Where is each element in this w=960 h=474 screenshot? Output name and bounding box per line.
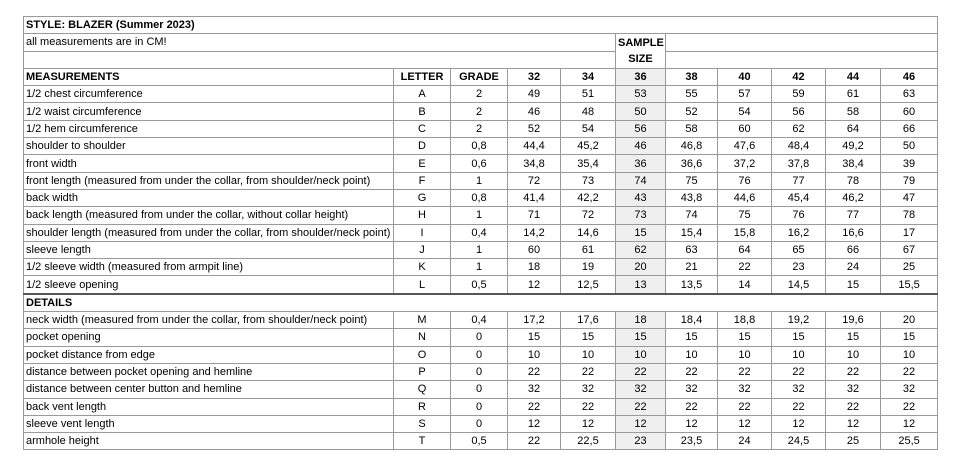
measurement-value: 78 — [881, 207, 938, 224]
measurement-value: 14 — [718, 276, 772, 294]
measurement-value: 24 — [718, 433, 772, 450]
measurement-value: 10 — [881, 346, 938, 363]
units-note: all measurements are in CM! — [24, 34, 616, 51]
table-row — [24, 276, 938, 294]
measurement-value: 22 — [666, 363, 718, 380]
measurement-value: 25 — [826, 433, 881, 450]
measurement-letter: I — [394, 224, 451, 241]
measurement-value: 36 — [616, 155, 666, 172]
measurement-value: 22 — [616, 363, 666, 380]
measurement-letter: M — [394, 312, 451, 329]
measurement-value: 12 — [508, 415, 561, 432]
measurement-value: 21 — [666, 259, 718, 276]
measurement-value: 77 — [826, 207, 881, 224]
table-row — [24, 103, 938, 120]
measurement-value: 22 — [718, 363, 772, 380]
measurement-value: 66 — [826, 241, 881, 258]
table-row — [24, 381, 938, 398]
measurement-name: distance between center button and hemline — [24, 381, 394, 398]
measurement-value: 63 — [666, 241, 718, 258]
measurement-value: 10 — [718, 346, 772, 363]
measurement-value: 37,2 — [718, 155, 772, 172]
measurement-name: neck width (measured from under the collar, from shoulder/neck point) — [24, 312, 394, 329]
measurement-value: 67 — [881, 241, 938, 258]
measurement-grade: 1 — [451, 207, 508, 224]
measurement-value: 56 — [772, 103, 826, 120]
measurement-value: 53 — [616, 86, 666, 103]
measurement-value: 22 — [508, 398, 561, 415]
measurement-letter: F — [394, 172, 451, 189]
details-section-header: DETAILS — [24, 294, 938, 312]
measurement-value: 15 — [718, 329, 772, 346]
measurement-value: 32 — [616, 381, 666, 398]
table-row — [24, 398, 938, 415]
measurement-letter: J — [394, 241, 451, 258]
measurement-value: 63 — [881, 86, 938, 103]
measurement-value: 13,5 — [666, 276, 718, 294]
table-row — [24, 241, 938, 258]
measurement-letter: T — [394, 433, 451, 450]
measurement-value: 61 — [561, 241, 616, 258]
measurement-value: 32 — [826, 381, 881, 398]
measurement-name: 1/2 hem circumference — [24, 120, 394, 137]
measurement-value: 15 — [826, 329, 881, 346]
size-header: 44 — [826, 68, 881, 85]
measurement-letter: H — [394, 207, 451, 224]
size-header: 40 — [718, 68, 772, 85]
table-row — [24, 189, 938, 206]
measurement-letter: D — [394, 138, 451, 155]
measurement-name: front width — [24, 155, 394, 172]
table-row — [24, 415, 938, 432]
measurement-value: 22 — [772, 363, 826, 380]
measurement-letter: S — [394, 415, 451, 432]
measurement-value: 59 — [772, 86, 826, 103]
measurement-value: 15 — [666, 329, 718, 346]
measurement-value: 64 — [718, 241, 772, 258]
measurement-value: 20 — [616, 259, 666, 276]
measurement-letter: B — [394, 103, 451, 120]
measurement-name: shoulder to shoulder — [24, 138, 394, 155]
measurement-value: 60 — [508, 241, 561, 258]
measurement-value: 37,8 — [772, 155, 826, 172]
measurement-value: 15 — [616, 329, 666, 346]
measurement-value: 58 — [826, 103, 881, 120]
measurement-value: 49 — [508, 86, 561, 103]
measurement-value: 35,4 — [561, 155, 616, 172]
measurement-value: 22 — [718, 398, 772, 415]
table-row — [24, 259, 938, 276]
measurement-value: 18,8 — [718, 312, 772, 329]
measurement-value: 10 — [666, 346, 718, 363]
measurement-name: shoulder length (measured from under the collar, from shoulder/neck point) — [24, 224, 394, 241]
size-label: SIZE — [616, 51, 666, 68]
measurement-value: 50 — [881, 138, 938, 155]
measurement-value: 16,6 — [826, 224, 881, 241]
table-row — [24, 207, 938, 224]
measurement-value: 22 — [561, 398, 616, 415]
measurement-value: 78 — [826, 172, 881, 189]
measurement-value: 71 — [508, 207, 561, 224]
measurement-letter: C — [394, 120, 451, 137]
letter-header: LETTER — [394, 68, 451, 85]
measurement-value: 66 — [881, 120, 938, 137]
size-header: 46 — [881, 68, 938, 85]
measurement-letter: A — [394, 86, 451, 103]
measurement-value: 75 — [718, 207, 772, 224]
table-row — [24, 155, 938, 172]
measurement-value: 76 — [718, 172, 772, 189]
measurement-value: 17,6 — [561, 312, 616, 329]
table-row — [24, 86, 938, 103]
measurement-value: 10 — [508, 346, 561, 363]
style-title: STYLE: BLAZER (Summer 2023) — [24, 17, 938, 34]
measurement-value: 47 — [881, 189, 938, 206]
measurement-value: 22,5 — [561, 433, 616, 450]
measurement-value: 44,6 — [718, 189, 772, 206]
measurement-value: 14,5 — [772, 276, 826, 294]
measurement-value: 22 — [616, 398, 666, 415]
measurement-value: 17 — [881, 224, 938, 241]
measurement-value: 43 — [616, 189, 666, 206]
measurement-value: 22 — [508, 433, 561, 450]
measurement-name: 1/2 waist circumference — [24, 103, 394, 120]
measurement-value: 16,2 — [772, 224, 826, 241]
measurement-letter: N — [394, 329, 451, 346]
measurement-value: 64 — [826, 120, 881, 137]
measurement-value: 32 — [508, 381, 561, 398]
measurement-value: 72 — [561, 207, 616, 224]
measurement-grade: 0 — [451, 329, 508, 346]
measurement-name: back length (measured from under the collar, without collar height) — [24, 207, 394, 224]
measurement-grade: 0,6 — [451, 155, 508, 172]
measurement-value: 62 — [772, 120, 826, 137]
measurement-value: 46,2 — [826, 189, 881, 206]
size-header: 34 — [561, 68, 616, 85]
measurement-value: 44,4 — [508, 138, 561, 155]
measurement-value: 15 — [508, 329, 561, 346]
measurement-letter: Q — [394, 381, 451, 398]
table-row — [24, 172, 938, 189]
measurement-value: 22 — [561, 363, 616, 380]
measurement-name: pocket opening — [24, 329, 394, 346]
measurement-letter: L — [394, 276, 451, 294]
measurement-value: 15,8 — [718, 224, 772, 241]
measurement-value: 15,4 — [666, 224, 718, 241]
measurement-value: 22 — [666, 398, 718, 415]
measurement-value: 54 — [718, 103, 772, 120]
measurement-value: 18,4 — [666, 312, 718, 329]
measurement-value: 41,4 — [508, 189, 561, 206]
measurement-grade: 0 — [451, 398, 508, 415]
table-row — [24, 138, 938, 155]
measurement-value: 46,8 — [666, 138, 718, 155]
measurement-value: 12 — [772, 415, 826, 432]
measurement-value: 73 — [616, 207, 666, 224]
measurement-value: 79 — [881, 172, 938, 189]
measurement-value: 52 — [666, 103, 718, 120]
measurement-value: 22 — [718, 259, 772, 276]
measurement-value: 57 — [718, 86, 772, 103]
measurement-value: 45,4 — [772, 189, 826, 206]
measurement-name: 1/2 chest circumference — [24, 86, 394, 103]
measurement-value: 42,2 — [561, 189, 616, 206]
measurement-value: 24 — [826, 259, 881, 276]
measurement-letter: P — [394, 363, 451, 380]
measurement-value: 51 — [561, 86, 616, 103]
measurement-grade: 2 — [451, 86, 508, 103]
measurement-letter: R — [394, 398, 451, 415]
sample-label: SAMPLE — [616, 34, 666, 51]
measurement-letter: G — [394, 189, 451, 206]
measurement-value: 34,8 — [508, 155, 561, 172]
table-row — [24, 120, 938, 137]
measurement-name: armhole height — [24, 433, 394, 450]
measurement-grade: 0,5 — [451, 433, 508, 450]
size-header: 36 — [616, 68, 666, 85]
measurement-grade: 2 — [451, 120, 508, 137]
measurement-value: 19,6 — [826, 312, 881, 329]
measurement-value: 19 — [561, 259, 616, 276]
size-chart-table — [23, 16, 938, 450]
measurement-value: 75 — [666, 172, 718, 189]
measurement-value: 23 — [772, 259, 826, 276]
measurement-value: 32 — [561, 381, 616, 398]
measurement-value: 55 — [666, 86, 718, 103]
measurement-value: 39 — [881, 155, 938, 172]
measurement-value: 24,5 — [772, 433, 826, 450]
measurement-value: 25 — [881, 259, 938, 276]
table-row — [24, 433, 938, 450]
measurement-value: 43,8 — [666, 189, 718, 206]
measurement-grade: 0 — [451, 363, 508, 380]
measurement-value: 14,2 — [508, 224, 561, 241]
measurement-value: 15 — [561, 329, 616, 346]
measurement-value: 22 — [826, 363, 881, 380]
measurement-value: 62 — [616, 241, 666, 258]
measurement-letter: K — [394, 259, 451, 276]
measurement-value: 74 — [666, 207, 718, 224]
measurement-value: 56 — [616, 120, 666, 137]
measurement-name: 1/2 sleeve opening — [24, 276, 394, 294]
measurement-value: 46 — [508, 103, 561, 120]
measurement-grade: 0,4 — [451, 224, 508, 241]
measurement-value: 48 — [561, 103, 616, 120]
table-row — [24, 346, 938, 363]
measurement-grade: 0,5 — [451, 276, 508, 294]
measurement-value: 10 — [561, 346, 616, 363]
measurement-value: 15 — [772, 329, 826, 346]
measurement-value: 19,2 — [772, 312, 826, 329]
measurement-value: 12 — [508, 276, 561, 294]
measurement-grade: 0 — [451, 346, 508, 363]
measurement-value: 10 — [772, 346, 826, 363]
measurement-value: 58 — [666, 120, 718, 137]
measurement-value: 48,4 — [772, 138, 826, 155]
measurement-value: 65 — [772, 241, 826, 258]
measurement-value: 15 — [881, 329, 938, 346]
measurement-value: 72 — [508, 172, 561, 189]
measurement-grade: 1 — [451, 241, 508, 258]
measurement-name: distance between pocket opening and hemline — [24, 363, 394, 380]
measurement-grade: 0 — [451, 381, 508, 398]
measurement-value: 61 — [826, 86, 881, 103]
measurement-value: 45,2 — [561, 138, 616, 155]
measurement-value: 12 — [666, 415, 718, 432]
measurement-value: 22 — [881, 363, 938, 380]
grade-header: GRADE — [451, 68, 508, 85]
measurement-value: 18 — [508, 259, 561, 276]
measurement-value: 12 — [718, 415, 772, 432]
table-row — [24, 329, 938, 346]
measurement-value: 12,5 — [561, 276, 616, 294]
measurement-value: 60 — [718, 120, 772, 137]
measurement-value: 52 — [508, 120, 561, 137]
measurement-name: sleeve vent length — [24, 415, 394, 432]
measurement-letter: E — [394, 155, 451, 172]
measurement-value: 46 — [616, 138, 666, 155]
measurement-value: 73 — [561, 172, 616, 189]
measurement-value: 22 — [508, 363, 561, 380]
table-row — [24, 224, 938, 241]
measurement-value: 14,6 — [561, 224, 616, 241]
measurement-value: 32 — [772, 381, 826, 398]
measurement-grade: 0,4 — [451, 312, 508, 329]
measurement-value: 32 — [718, 381, 772, 398]
size-header: 42 — [772, 68, 826, 85]
measurement-value: 38,4 — [826, 155, 881, 172]
measurement-name: back width — [24, 189, 394, 206]
measurement-value: 18 — [616, 312, 666, 329]
measurement-name: back vent length — [24, 398, 394, 415]
measurement-value: 22 — [826, 398, 881, 415]
table-row — [24, 312, 938, 329]
measurement-value: 10 — [616, 346, 666, 363]
measurement-value: 13 — [616, 276, 666, 294]
measurements-header: MEASUREMENTS — [24, 68, 394, 85]
measurement-value: 22 — [772, 398, 826, 415]
measurement-value: 23 — [616, 433, 666, 450]
measurement-value: 15 — [616, 224, 666, 241]
measurement-value: 47,6 — [718, 138, 772, 155]
size-header: 32 — [508, 68, 561, 85]
measurement-grade: 1 — [451, 259, 508, 276]
measurement-grade: 2 — [451, 103, 508, 120]
size-header: 38 — [666, 68, 718, 85]
measurement-value: 60 — [881, 103, 938, 120]
measurement-value: 20 — [881, 312, 938, 329]
measurement-name: 1/2 sleeve width (measured from armpit line) — [24, 259, 394, 276]
measurement-value: 76 — [772, 207, 826, 224]
measurement-grade: 0,8 — [451, 189, 508, 206]
measurement-value: 77 — [772, 172, 826, 189]
measurement-name: sleeve length — [24, 241, 394, 258]
measurement-value: 12 — [826, 415, 881, 432]
measurement-value: 74 — [616, 172, 666, 189]
measurement-value: 36,6 — [666, 155, 718, 172]
measurement-value: 10 — [826, 346, 881, 363]
measurement-name: pocket distance from edge — [24, 346, 394, 363]
measurement-value: 15 — [826, 276, 881, 294]
measurement-value: 12 — [561, 415, 616, 432]
measurement-value: 25,5 — [881, 433, 938, 450]
measurement-value: 50 — [616, 103, 666, 120]
measurement-value: 17,2 — [508, 312, 561, 329]
measurement-value: 54 — [561, 120, 616, 137]
measurement-grade: 0,8 — [451, 138, 508, 155]
measurement-value: 12 — [881, 415, 938, 432]
measurement-value: 32 — [881, 381, 938, 398]
measurement-value: 22 — [881, 398, 938, 415]
measurement-value: 23,5 — [666, 433, 718, 450]
measurement-grade: 0 — [451, 415, 508, 432]
measurement-value: 12 — [616, 415, 666, 432]
measurement-value: 15,5 — [881, 276, 938, 294]
measurement-grade: 1 — [451, 172, 508, 189]
measurement-letter: O — [394, 346, 451, 363]
measurement-value: 32 — [666, 381, 718, 398]
table-row — [24, 363, 938, 380]
measurement-value: 49,2 — [826, 138, 881, 155]
measurement-name: front length (measured from under the collar, from shoulder/neck point) — [24, 172, 394, 189]
